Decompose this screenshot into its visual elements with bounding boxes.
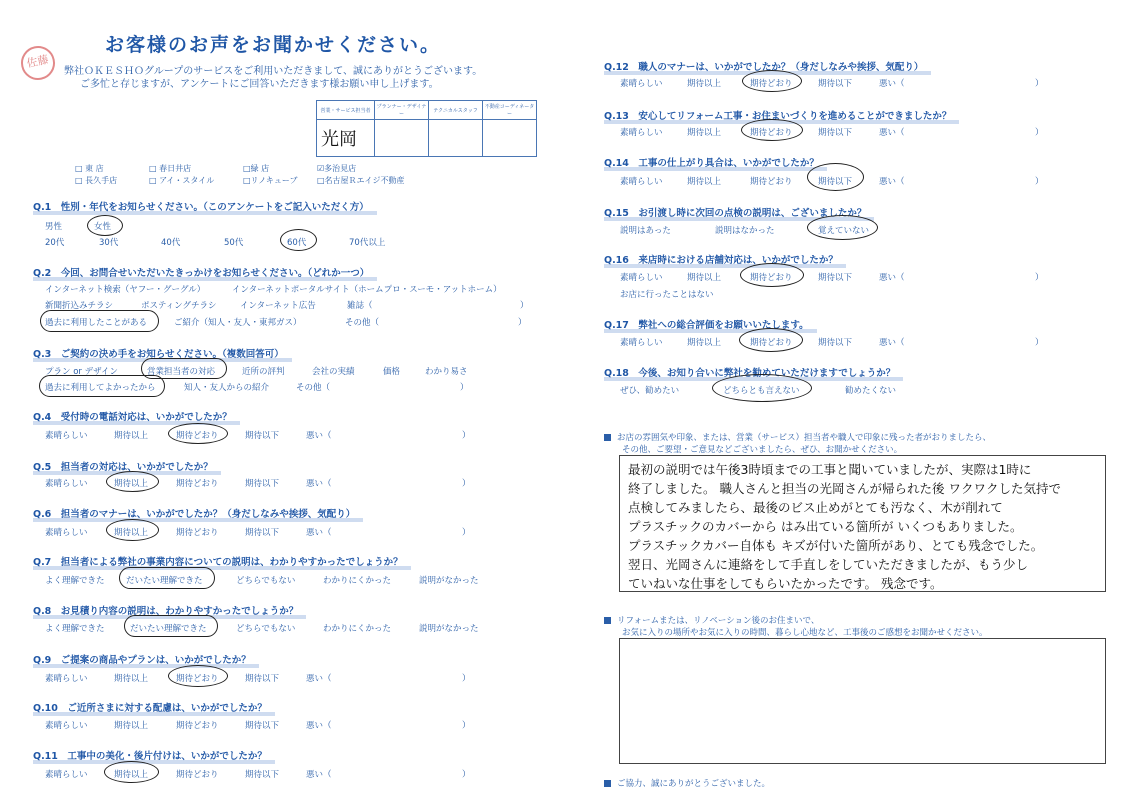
option[interactable]: インターネット検索（ヤフー・グーグル） (45, 285, 206, 295)
option[interactable]: その他（ (345, 318, 380, 328)
selected-circle (742, 70, 802, 92)
option[interactable]: 期待以下 (245, 770, 280, 780)
option[interactable]: 期待以上 (687, 273, 722, 283)
question-8: Q.8 お見積り内容の説明は、わかりやすかったでしょうか？ (33, 603, 298, 617)
option[interactable]: どちらとも言えない (723, 386, 800, 396)
option: ） (462, 528, 471, 538)
question-2: Q.2 今回、お問合せいただいたきっかけをお知らせください。（どれか一つ） (33, 265, 369, 279)
selected-circle (124, 615, 218, 637)
question-9: Q.9 ご提案の商品やプランは、いかがでしたか？ (33, 652, 251, 666)
option[interactable]: 期待以上 (687, 177, 722, 187)
option[interactable]: ご紹介（知人・友人・東邦ガス） (174, 318, 302, 328)
question-15: Q.15 お引渡し時に次回の点検の説明は、ございましたか？ (604, 205, 866, 219)
option[interactable]: だいたい理解できた (130, 624, 207, 634)
selected-circle (168, 665, 228, 687)
option[interactable]: 男性 (45, 222, 63, 232)
option[interactable]: 期待以上 (114, 770, 149, 780)
option[interactable]: 期待どおり (176, 674, 219, 684)
selected-circle (807, 163, 864, 191)
selected-circle (740, 263, 804, 287)
staff-header: テクニカルスタッフ (429, 101, 483, 120)
option: ） (518, 318, 527, 328)
intro-text (64, 65, 482, 91)
store-option[interactable]: □ 春日井店 (149, 164, 192, 173)
option[interactable]: 素晴らしい (620, 128, 663, 138)
option: ） (462, 479, 471, 489)
comment-line: 翌日、光岡さんに連絡をして手直しをしていただきましたが、もう少し (628, 557, 1029, 572)
option[interactable]: 期待以上 (114, 721, 149, 731)
option[interactable]: 素晴らしい (620, 79, 663, 89)
option[interactable]: 素晴らしい (45, 431, 88, 441)
selected-circle (739, 328, 803, 352)
option[interactable]: 説明がなかった (419, 576, 479, 586)
question-10: Q.10 ご近所さまに対する配慮は、いかがでしたか？ (33, 700, 267, 714)
selected-circle (712, 374, 812, 402)
staff-realestate-value (483, 120, 537, 157)
selected-circle (39, 375, 165, 397)
question-14: Q.14 工事の仕上がり具合は、いかがでしたか？ (604, 155, 819, 169)
comment-prompt-2: その他、ご要望・ご意見などございましたら、ぜひ、お聞かせください。 (622, 445, 903, 455)
square-bullet-icon (604, 780, 611, 787)
staff-header: 営業・サービス担当者 (317, 101, 375, 120)
option: ） (462, 721, 471, 731)
option[interactable]: 期待以下 (245, 528, 280, 538)
comment-line: 終了しました。 職人さんと担当の光岡さんが帰られた後 ワクワクした気持で (628, 481, 1061, 496)
option[interactable]: 素晴らしい (620, 273, 663, 283)
option[interactable]: インターネット広告 (240, 301, 316, 311)
option[interactable]: 70代以上 (349, 238, 386, 248)
option[interactable]: 期待どおり (176, 431, 219, 441)
selected-circle (106, 471, 159, 492)
page-title: お客様のお声をお聞かせください。 (105, 34, 442, 56)
staff-header: プランナー・デザイナー (375, 101, 429, 120)
comment-line: プラスチックのカバーから はみ出ている箇所が いくつもありました。 (628, 519, 1023, 534)
option[interactable]: 悪い（ (306, 770, 332, 780)
option[interactable]: 期待以下 (245, 431, 280, 441)
store-option[interactable]: ☑多治見店 (317, 164, 357, 173)
option[interactable]: 20代 (45, 238, 65, 248)
option[interactable]: 雑誌（ (347, 301, 373, 311)
option: ） (460, 383, 469, 393)
option[interactable]: プラン or デザイン (45, 367, 119, 377)
question-16: Q.16 来店時における店舗対応は、いかがでしたか？ (604, 252, 838, 266)
option[interactable]: 素晴らしい (45, 528, 88, 538)
option[interactable]: 素晴らしい (45, 770, 88, 780)
option: ） (462, 674, 471, 684)
store-option[interactable]: □ 長久手店 (75, 176, 118, 185)
option[interactable]: 期待以上 (114, 674, 149, 684)
question-11: Q.11 工事中の美化・後片付けは、いかがでしたか？ (33, 748, 267, 762)
option[interactable]: お店に行ったことはない (620, 290, 714, 300)
option[interactable]: 悪い（ (879, 79, 905, 89)
intro-line: 弊社ＯＫＥＳＨＯグループのサービスをご利用いただきまして、誠にありがとうございます。 (64, 66, 483, 77)
option[interactable]: 悪い（ (306, 674, 332, 684)
question-5: Q.5 担当者の対応は、いかがでしたか？ (33, 459, 213, 473)
option: ） (462, 770, 471, 780)
store-option[interactable]: □名古屋Ｒエイジ不動産 (317, 176, 405, 185)
question-7: Q.7 担当者による弊社の事業内容についての説明は、わかりやすかったでしょうか？ (33, 554, 403, 568)
staff-planner-value (375, 120, 429, 157)
option[interactable]: 素晴らしい (45, 721, 88, 731)
question-3: Q.3 ご契約の決め手をお知らせください。（複数回答可） (33, 346, 284, 360)
option[interactable]: どちらでもない (236, 624, 296, 634)
option: ） (462, 431, 471, 441)
comment-prompt: お店の雰囲気や印象、または、営業（サービス）担当者や職人で印象に残った者がおりましたら、 (604, 431, 991, 443)
option[interactable]: 知人・友人からの紹介 (184, 383, 270, 393)
reform-comment-box[interactable] (619, 638, 1106, 764)
option[interactable]: 近所の評判 (242, 367, 285, 377)
option[interactable]: 悪い（ (879, 128, 905, 138)
option[interactable]: 悪い（ (306, 479, 332, 489)
option: ） (1035, 338, 1044, 348)
selected-circle (280, 229, 317, 251)
store-checklist (75, 163, 419, 187)
option[interactable]: どちらでもない (236, 576, 296, 586)
staff-table (316, 100, 537, 157)
option[interactable]: 期待どおり (750, 177, 793, 187)
store-option[interactable]: □緑 店 (243, 164, 270, 173)
option[interactable]: 過去に利用してよかったから (45, 383, 156, 393)
option[interactable]: 素晴らしい (45, 674, 88, 684)
option[interactable]: 期待どおり (176, 528, 219, 538)
comment-line: プラスチックカバー自体も キズが付いた箇所があり、とても残念でした。 (628, 538, 1044, 553)
option: ） (1035, 273, 1044, 283)
option[interactable]: 60代 (287, 238, 307, 248)
option[interactable]: 期待以下 (818, 273, 853, 283)
option[interactable]: 期待以下 (818, 338, 853, 348)
option[interactable]: 覚えていない (818, 226, 870, 236)
question-6: Q.6 担当者のマナーは、いかがでしたか？（身だしなみや挨拶、気配り） (33, 506, 355, 520)
option[interactable]: 女性 (94, 222, 112, 232)
option[interactable]: 30代 (99, 238, 119, 248)
option[interactable]: 素晴らしい (620, 177, 663, 187)
option[interactable]: 説明はあった (620, 226, 671, 236)
option[interactable]: 期待どおり (750, 338, 793, 348)
selected-circle (40, 310, 159, 332)
selected-circle (106, 519, 159, 541)
store-option[interactable]: □リノキューブ (243, 176, 298, 185)
question-4: Q.4 受付時の電話対応は、いかがでしたか？ (33, 409, 232, 423)
option[interactable]: 40代 (161, 238, 181, 248)
option[interactable]: 期待以上 (687, 128, 722, 138)
option[interactable]: 会社の実績 (312, 367, 355, 377)
option: ） (1035, 177, 1044, 187)
option[interactable]: 期待以下 (818, 128, 853, 138)
option[interactable]: 悪い（ (306, 431, 332, 441)
option[interactable]: 説明はなかった (715, 226, 775, 236)
option[interactable]: 50代 (224, 238, 244, 248)
comment-line: 最初の説明では午後3時頃までの工事と聞いていましたが、実際は1時に (628, 462, 1032, 477)
square-bullet-icon (604, 434, 611, 441)
option[interactable]: だいたい理解できた (126, 576, 203, 586)
option[interactable]: 価格 (383, 367, 401, 377)
option: ） (520, 301, 529, 311)
option[interactable]: 素晴らしい (620, 338, 663, 348)
option[interactable]: 悪い（ (306, 528, 332, 538)
selected-circle (87, 215, 123, 236)
option[interactable]: 営業担当者の対応 (147, 367, 216, 377)
staff-tech-value (429, 120, 483, 157)
selected-circle (807, 215, 878, 240)
selected-circle (741, 119, 803, 141)
selected-circle (119, 567, 215, 589)
option[interactable]: わかり易さ (425, 367, 468, 377)
option: ） (1035, 79, 1044, 89)
option[interactable]: 期待どおり (176, 770, 219, 780)
option[interactable]: 期待以下 (245, 721, 280, 731)
option[interactable]: 説明がなかった (419, 624, 479, 634)
option[interactable]: 期待以上 (114, 479, 149, 489)
question-18: Q.18 今後、お知り合いに弊社を勧めていただけますでしょうか？ (604, 365, 895, 379)
question-13: Q.13 安心してリフォーム工事・お住まいづくりを進めることができましたか？ (604, 108, 951, 122)
option[interactable]: 悪い（ (879, 273, 905, 283)
option[interactable]: その他（ (296, 383, 331, 393)
option: ） (1035, 128, 1044, 138)
square-bullet-icon (604, 617, 611, 624)
reform-prompt: リフォームまたは、リノベーション後のお住まいで、 (604, 614, 819, 626)
comment-line: ていねいな仕事をしてもらいたかったです。 残念です。 (628, 576, 943, 591)
option[interactable]: 悪い（ (879, 338, 905, 348)
option[interactable]: 悪い（ (879, 177, 905, 187)
option[interactable]: よく理解できた (45, 576, 105, 586)
thanks-text: ご協力、誠にありがとうございました。 (604, 777, 770, 789)
store-option[interactable]: □ アイ・スタイル (149, 176, 215, 185)
seal-stamp: 佐藤 (18, 43, 58, 83)
question-17: Q.17 弊社への総合評価をお願いいたします。 (604, 317, 809, 331)
staff-header: 不動産コーディネーター (483, 101, 537, 120)
option[interactable]: 期待どおり (176, 479, 219, 489)
option[interactable]: 素晴らしい (45, 479, 88, 489)
option[interactable]: 期待どおり (750, 79, 793, 89)
option[interactable]: 勧めたくない (845, 386, 897, 396)
option[interactable]: 過去に利用したことがある (45, 318, 148, 328)
option[interactable]: インターネットポータルサイト（ホームプロ・スーモ・アットホーム） (232, 285, 502, 295)
option[interactable]: わかりにくかった (323, 624, 392, 634)
option[interactable]: 悪い（ (306, 721, 332, 731)
option[interactable]: 期待以下 (245, 479, 280, 489)
option[interactable]: わかりにくかった (323, 576, 392, 586)
store-option[interactable]: □ 東 店 (75, 164, 104, 173)
selected-circle (168, 423, 228, 444)
option[interactable]: 期待以上 (687, 338, 722, 348)
option[interactable]: ぜひ、勧めたい (620, 386, 680, 396)
option[interactable]: 期待以上 (114, 431, 149, 441)
option[interactable]: 期待以下 (245, 674, 280, 684)
option[interactable]: よく理解できた (45, 624, 105, 634)
option[interactable]: 期待以上 (114, 528, 149, 538)
intro-line: ご多忙と存じますが、アンケートにご回答いただきます様お願い申し上げます。 (80, 79, 439, 90)
staff-sales-value: 光岡 (317, 120, 375, 157)
question-12: Q.12 職人のマナーは、いかがでしたか？（身だしなみや挨拶、気配り） (604, 59, 923, 73)
option[interactable]: ポスティングチラシ (141, 301, 217, 311)
option[interactable]: 期待どおり (750, 128, 793, 138)
comment-line: 点検してみましたら、最後のビス止めがとても汚なく、木が削れて (628, 500, 1003, 515)
selected-circle (104, 761, 159, 783)
option[interactable]: 期待どおり (750, 273, 793, 283)
option[interactable]: 新聞折込みチラシ (45, 301, 114, 311)
option[interactable]: 期待以上 (687, 79, 722, 89)
option[interactable]: 期待以下 (818, 177, 853, 187)
option[interactable]: 期待どおり (176, 721, 219, 731)
option[interactable]: 期待以下 (818, 79, 853, 89)
question-1: Q.1 性別・年代をお知らせください。（このアンケートをご記入いただく方） (33, 199, 369, 213)
reform-prompt-2: お気に入りの場所やお気に入りの時間、暮らし心地など、工事後のご感想をお聞かせください。 (622, 628, 988, 638)
